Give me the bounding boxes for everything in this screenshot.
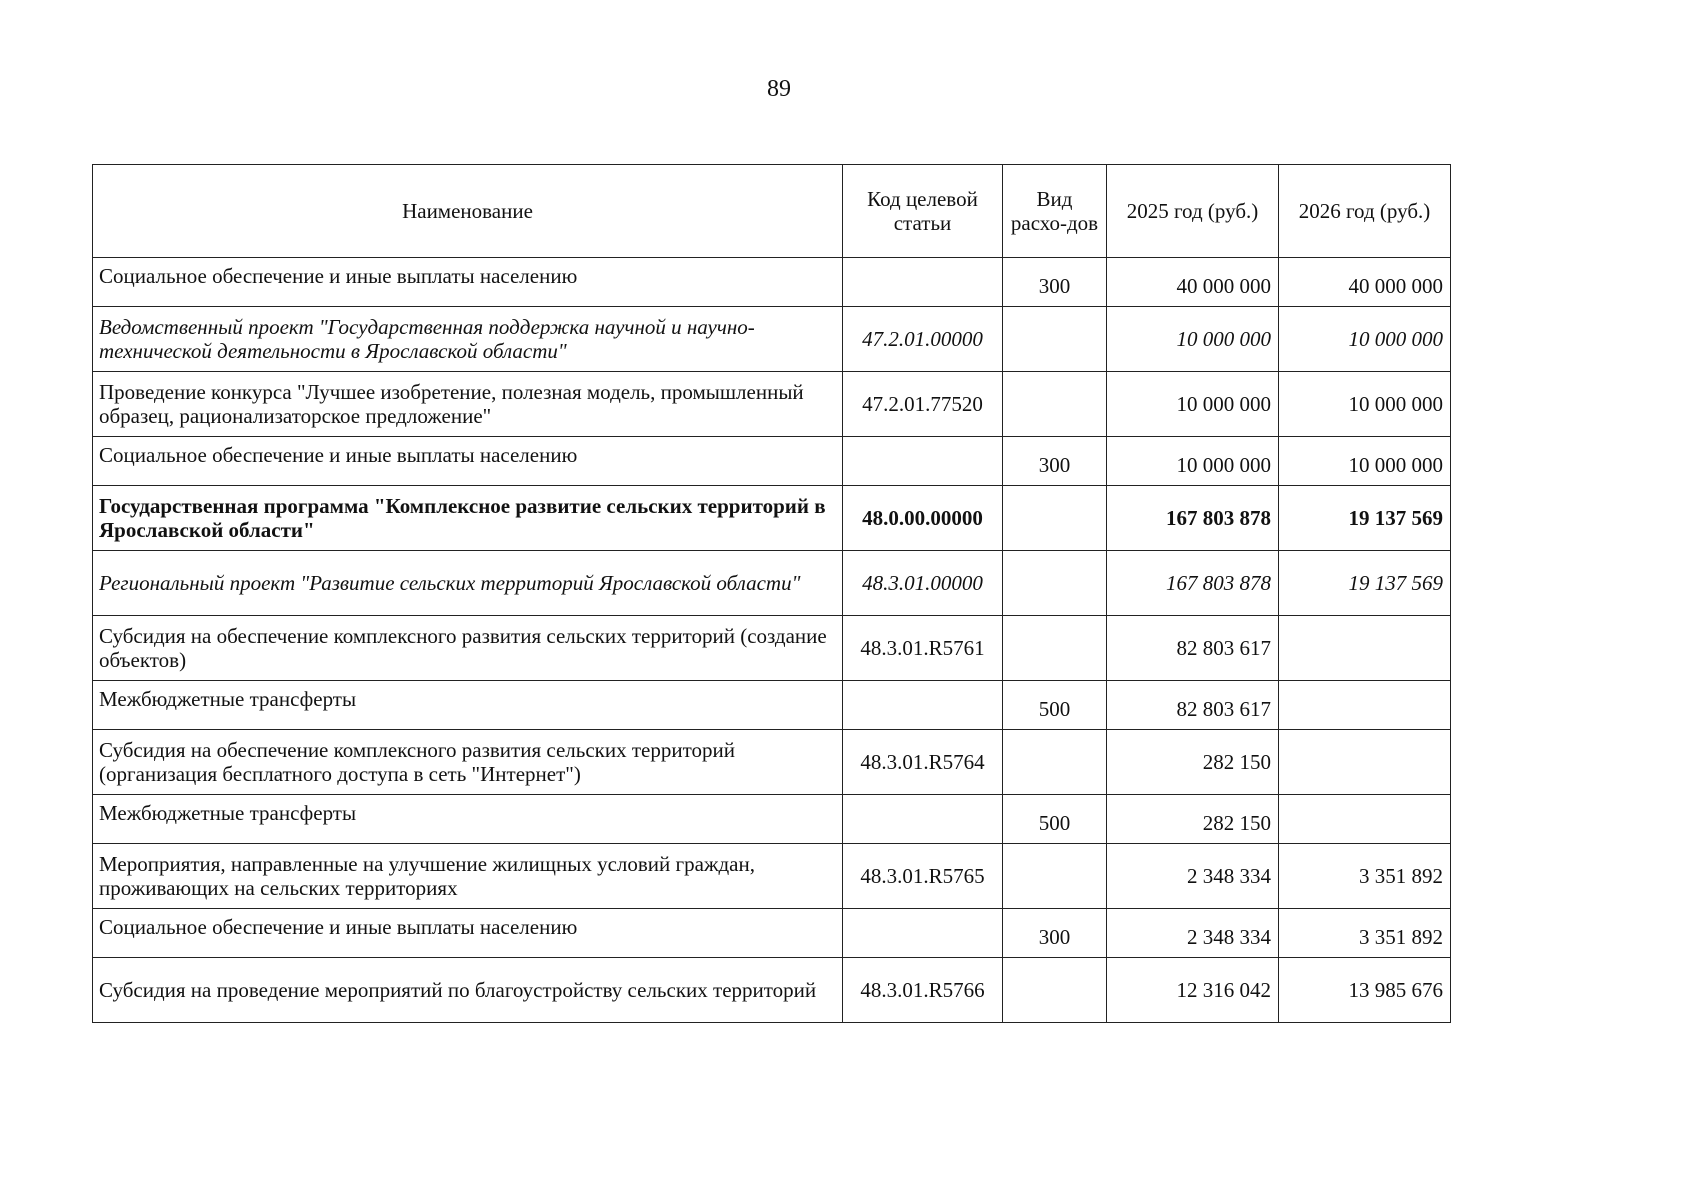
- cell-code: [843, 437, 1003, 486]
- cell-2026: 10 000 000: [1279, 372, 1451, 437]
- cell-2025: 82 803 617: [1107, 681, 1279, 730]
- table-row: [93, 307, 1451, 372]
- cell-2025: 282 150: [1107, 795, 1279, 844]
- cell-kind: 300: [1003, 258, 1107, 307]
- cell-2025: 2 348 334: [1107, 844, 1279, 909]
- page-number: 89: [767, 76, 791, 102]
- cell-2026: 13 985 676: [1279, 958, 1451, 1023]
- cell-2025: 12 316 042: [1107, 958, 1279, 1023]
- cell-name: Проведение конкурса "Лучшее изобретение, полезная модель, промышленный образец, рационализаторское предложение": [93, 372, 843, 437]
- cell-2025: 282 150: [1107, 730, 1279, 795]
- cell-code: [843, 258, 1003, 307]
- cell-name: Социальное обеспечение и иные выплаты населению: [93, 437, 843, 486]
- table-body: [93, 258, 1451, 1023]
- cell-name: Государственная программа "Комплексное развитие сельских территорий в Ярославской области": [93, 486, 843, 551]
- cell-2025: 10 000 000: [1107, 437, 1279, 486]
- cell-kind: [1003, 307, 1107, 372]
- cell-2025: 10 000 000: [1107, 372, 1279, 437]
- cell-2025: 40 000 000: [1107, 258, 1279, 307]
- cell-name: Региональный проект "Развитие сельских территорий Ярославской области": [93, 551, 843, 616]
- cell-2026: 19 137 569: [1279, 486, 1451, 551]
- cell-2025: 2 348 334: [1107, 909, 1279, 958]
- header-year-2026: 2026 год (руб.): [1279, 165, 1451, 258]
- cell-code: 48.3.01.00000: [843, 551, 1003, 616]
- cell-code: 48.3.01.R5761: [843, 616, 1003, 681]
- table-row: [93, 551, 1451, 616]
- table-row: [93, 486, 1451, 551]
- cell-name: Социальное обеспечение и иные выплаты населению: [93, 258, 843, 307]
- header-code: Код целевой статьи: [843, 165, 1003, 258]
- cell-name: Субсидия на обеспечение комплексного развития сельских территорий (организация бесплатного доступа в сеть "Интернет"): [93, 730, 843, 795]
- cell-name: Субсидия на проведение мероприятий по благоустройству сельских территорий: [93, 958, 843, 1023]
- budget-table: [92, 164, 1451, 1023]
- cell-name: Социальное обеспечение и иные выплаты населению: [93, 909, 843, 958]
- cell-2026: [1279, 730, 1451, 795]
- cell-code: 47.2.01.77520: [843, 372, 1003, 437]
- cell-code: 47.2.01.00000: [843, 307, 1003, 372]
- cell-kind: 500: [1003, 795, 1107, 844]
- cell-2026: 3 351 892: [1279, 844, 1451, 909]
- cell-name: Ведомственный проект "Государственная поддержка научной и научно-технической деятельности в Ярославской области": [93, 307, 843, 372]
- cell-kind: 500: [1003, 681, 1107, 730]
- table-row: [93, 258, 1451, 307]
- cell-kind: [1003, 551, 1107, 616]
- cell-2026: 10 000 000: [1279, 307, 1451, 372]
- cell-kind: [1003, 616, 1107, 681]
- table-row: [93, 616, 1451, 681]
- table-row: [93, 958, 1451, 1023]
- cell-name: Субсидия на обеспечение комплексного развития сельских территорий (создание объектов): [93, 616, 843, 681]
- cell-name: Мероприятия, направленные на улучшение жилищных условий граждан, проживающих на сельских территориях: [93, 844, 843, 909]
- cell-code: [843, 681, 1003, 730]
- table-row: [93, 437, 1451, 486]
- cell-2026: 3 351 892: [1279, 909, 1451, 958]
- cell-kind: 300: [1003, 909, 1107, 958]
- cell-2026: 10 000 000: [1279, 437, 1451, 486]
- cell-2025: 82 803 617: [1107, 616, 1279, 681]
- cell-2026: 19 137 569: [1279, 551, 1451, 616]
- table-row: [93, 844, 1451, 909]
- header-kind: Вид расхо-дов: [1003, 165, 1107, 258]
- cell-2025: 167 803 878: [1107, 486, 1279, 551]
- cell-2025: 10 000 000: [1107, 307, 1279, 372]
- header-year-2025: 2025 год (руб.): [1107, 165, 1279, 258]
- table-row: [93, 909, 1451, 958]
- cell-kind: [1003, 372, 1107, 437]
- cell-code: 48.0.00.00000: [843, 486, 1003, 551]
- cell-kind: [1003, 844, 1107, 909]
- cell-name: Межбюджетные трансферты: [93, 681, 843, 730]
- cell-code: [843, 795, 1003, 844]
- cell-kind: 300: [1003, 437, 1107, 486]
- table-row: [93, 730, 1451, 795]
- table-header: [93, 165, 1451, 258]
- cell-code: 48.3.01.R5765: [843, 844, 1003, 909]
- header-name: Наименование: [93, 165, 843, 258]
- cell-2026: [1279, 616, 1451, 681]
- cell-2026: [1279, 681, 1451, 730]
- cell-code: [843, 909, 1003, 958]
- cell-2026: 40 000 000: [1279, 258, 1451, 307]
- cell-kind: [1003, 486, 1107, 551]
- cell-name: Межбюджетные трансферты: [93, 795, 843, 844]
- cell-kind: [1003, 730, 1107, 795]
- cell-kind: [1003, 958, 1107, 1023]
- cell-2025: 167 803 878: [1107, 551, 1279, 616]
- table-row: [93, 795, 1451, 844]
- cell-2026: [1279, 795, 1451, 844]
- cell-code: 48.3.01.R5766: [843, 958, 1003, 1023]
- cell-code: 48.3.01.R5764: [843, 730, 1003, 795]
- table-row: [93, 681, 1451, 730]
- table-row: [93, 372, 1451, 437]
